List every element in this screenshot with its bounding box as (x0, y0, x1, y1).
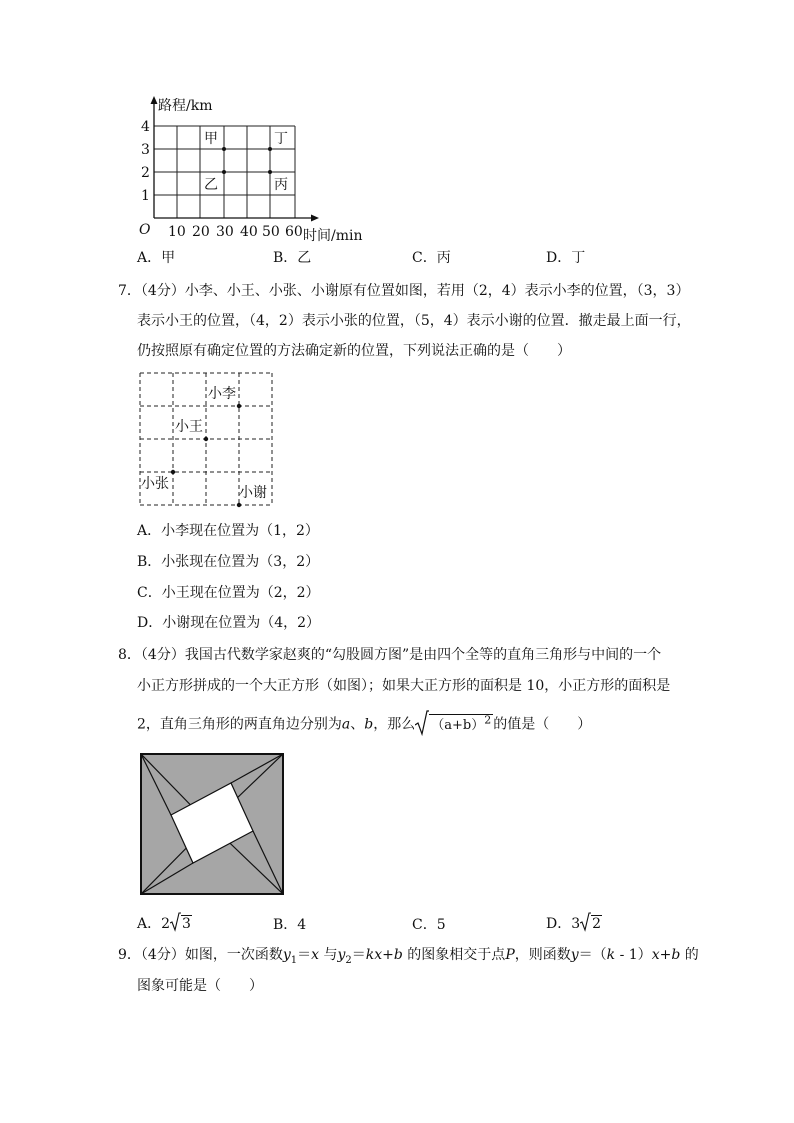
q6-x-arrow (311, 215, 319, 222)
q8-line3-mid: ，那么 (373, 716, 416, 733)
q6-x-tick-40: 40 (240, 224, 258, 240)
q6-point-bing (268, 170, 272, 174)
q6-label-jia: 甲 (204, 131, 218, 147)
q9-mid: 的图象相交于点 (402, 947, 506, 963)
q8-var-b: b (364, 716, 374, 733)
q7-stem-line-2: 表示小王的位置，（4，2）表示小张的位置，（5，4）表示小谢的位置．撤走最上面一行， (137, 313, 691, 329)
q9-y2-sub: 2 (345, 954, 352, 966)
q9-and: 与 (319, 947, 338, 963)
q6-option-d-text: 丁 (571, 250, 586, 266)
q6-label-ding: 丁 (274, 131, 288, 147)
q6-distance-time-grid (125, 92, 385, 247)
q8-radicand: （a+b） (431, 717, 485, 733)
q7-label-xiaoxie: 小谢 (239, 485, 267, 501)
q8-stem-line-3 (137, 703, 591, 742)
q6-label-bing: 丙 (274, 177, 288, 193)
q6-y-tick-2: 2 (141, 165, 150, 181)
q7-label-xiaozhang: 小张 (141, 476, 169, 492)
q6-option-d-letter: D． (546, 250, 572, 266)
q9-y1: y (282, 947, 291, 963)
q9-xb: x+b (651, 947, 681, 963)
q8-sep: 、 (350, 716, 365, 733)
q7-option-c[interactable]: C．小王现在位置为（2，2） (137, 585, 320, 601)
q8-option-d-radicand: 2 (592, 916, 602, 932)
q8-option-d-coef: 3 (571, 916, 581, 932)
radical-sign-icon (580, 912, 591, 932)
q7-seating-grid (135, 368, 280, 510)
q7-option-a[interactable]: A．小李现在位置为（1，2） (137, 523, 319, 539)
q9-k: k (606, 947, 616, 963)
q7-point-xiaoxie (237, 503, 241, 507)
q9-pre: 9．（4分）如图，一次函数 (118, 947, 283, 963)
q7-point-xiaoli (237, 404, 241, 408)
q8-option-c[interactable] (412, 914, 446, 934)
q6-option-a-text: 甲 (161, 250, 176, 266)
q6-option-c-letter: C． (412, 250, 437, 266)
q8-option-a-letter: A． (137, 916, 162, 932)
q8-option-b-text: 4 (297, 917, 307, 933)
q9-minus: - 1） (615, 947, 652, 963)
q6-point-jia (222, 147, 226, 151)
q8-zhao-shuang-square-figure (138, 752, 286, 896)
q9-eq3: ＝（ (578, 947, 607, 963)
radical-sign-icon (415, 710, 429, 736)
q6-y-axis-label: 路程/km (158, 98, 213, 114)
q6-y-tick-3: 3 (141, 142, 150, 158)
q8-line3-post: 的值是（ ） (493, 716, 592, 733)
q6-x-tick-10: 10 (168, 224, 186, 240)
q6-option-c-text: 丙 (436, 250, 451, 266)
q9-mid2: ，则函数 (514, 947, 571, 963)
q6-y-tick-1: 1 (141, 188, 150, 204)
q6-option-b[interactable] (273, 247, 311, 267)
q8-option-a[interactable] (137, 912, 192, 933)
q7-point-xiaozhang (171, 470, 175, 474)
q8-exponent: 2 (484, 713, 492, 726)
q8-option-c-letter: C． (412, 917, 437, 933)
q9-y2: y (337, 947, 346, 963)
q6-x-tick-50: 50 (262, 224, 280, 240)
q6-option-c[interactable] (412, 247, 451, 267)
q9-kxb: kx+b (365, 947, 403, 963)
q6-y-arrow (151, 96, 158, 104)
q6-y-tick-4: 4 (141, 119, 150, 135)
radical-sign-icon (170, 912, 181, 932)
q8-option-d-sqrt (580, 912, 602, 932)
q8-sqrt-expression (415, 703, 493, 742)
q8-option-b-letter: B． (273, 917, 298, 933)
q8-line3-pre: 2，直角三角形的两直角边分别为 (137, 716, 342, 733)
q6-x-tick-60: 60 (285, 224, 303, 240)
q8-option-c-text: 5 (436, 917, 446, 933)
q9-y1-sub: 1 (290, 954, 298, 966)
q8-option-d[interactable] (546, 912, 602, 933)
q6-x-tick-20: 20 (192, 224, 210, 240)
q7-stem-line-1: 7．（4分）小李、小王、小张、小谢原有位置如图，若用（2，4）表示小李的位置，（3，3） (118, 283, 690, 299)
q8-stem-line-1: 8．（4分）我国古代数学家赵爽的“勾股圆方图”是由四个全等的直角三角形与中间的一个 (118, 647, 662, 663)
q7-point-xiaowang (204, 437, 208, 441)
q8-option-b[interactable] (273, 914, 306, 934)
q8-stem-line-2: 小正方形拼成的一个大正方形（如图）；如果大正方形的面积是 10，小正方形的面积是 (137, 678, 671, 694)
q6-option-b-text: 乙 (297, 250, 312, 266)
q8-option-a-sqrt (170, 912, 192, 932)
q9-eq1: ＝ (297, 947, 312, 963)
q9-x1: x (311, 947, 320, 963)
q9-stem-line-2: 图象可能是（ ） (137, 978, 263, 994)
q6-point-yi (222, 170, 226, 174)
q9-y3: y (570, 947, 579, 963)
q7-option-d[interactable]: D．小谢现在位置为（4，2） (137, 615, 321, 631)
q6-x-tick-30: 30 (216, 224, 234, 240)
q8-var-a: a (341, 716, 351, 733)
q7-option-b[interactable]: B．小张现在位置为（3，2） (137, 554, 320, 570)
q6-label-yi: 乙 (204, 177, 218, 193)
q6-option-a-letter: A． (137, 250, 162, 266)
q6-origin: O (139, 222, 151, 238)
q9-eq2: ＝ (351, 947, 366, 963)
q6-option-a[interactable] (137, 247, 175, 267)
q7-label-xiaoli: 小李 (208, 386, 236, 402)
q8-option-a-coef: 2 (161, 916, 171, 932)
q9-post: 的 (680, 947, 699, 963)
q9-point-p: P (505, 947, 515, 963)
q6-option-d[interactable] (546, 247, 585, 267)
q6-option-b-letter: B． (273, 250, 298, 266)
q6-x-axis-label: 时间/min (303, 228, 363, 244)
q6-point-ding (268, 147, 272, 151)
q7-label-xiaowang: 小王 (175, 419, 203, 435)
q7-stem-line-3: 仍按照原有确定位置的方法确定新的位置，下列说法正确的是（ ） (137, 343, 571, 359)
q8-option-d-letter: D． (546, 916, 572, 932)
q8-option-a-radicand: 3 (182, 916, 191, 932)
